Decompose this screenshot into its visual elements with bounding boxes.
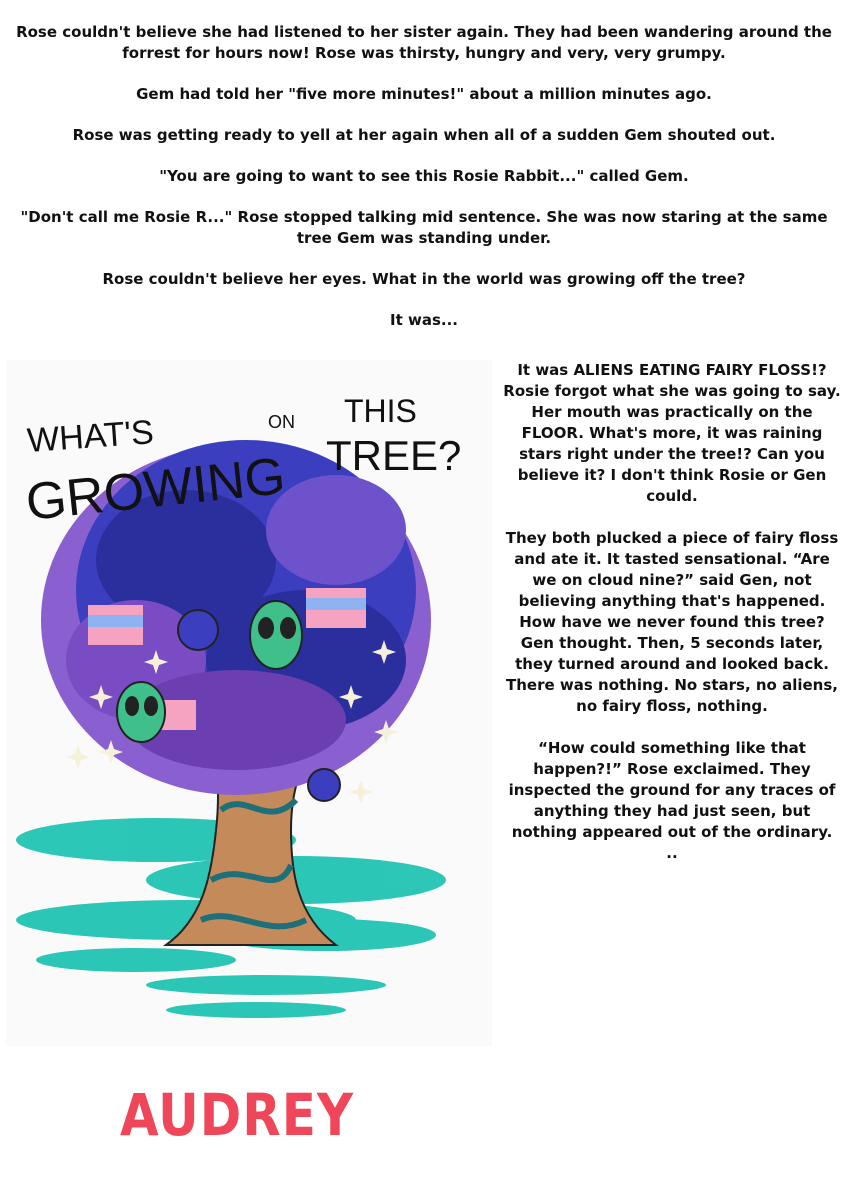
story-continuation xyxy=(503,360,841,885)
story-intro xyxy=(0,22,848,351)
story-paragraph: Rose couldn't believe her eyes. What in the world was growing off the tree? xyxy=(102,270,746,288)
title-on: ON xyxy=(268,412,295,432)
title-tree: TREE? xyxy=(326,432,462,479)
story-paragraph: It was ALIENS EATING FAIRY FLOSS!? Rosie forgot what she was going to say. Her mouth was practically on the FLOOR. What's more, it was raining stars right under the tree!? Can you believe it? I don't think Rosie or Gen could. xyxy=(503,361,841,505)
story-paragraph: .. xyxy=(666,844,678,862)
title-growing: GROWING xyxy=(23,447,288,532)
story-paragraph: "You are going to want to see this Rosie Rabbit..." called Gem. xyxy=(159,167,689,185)
story-paragraph: Gem had told her "five more minutes!" about a million minutes ago. xyxy=(136,85,712,103)
story-paragraph: "Don't call me Rosie R..." Rose stopped talking mid sentence. She was now staring at the same tree Gem was standing under. xyxy=(20,208,828,247)
story-paragraph: Rose was getting ready to yell at her again when all of a sudden Gem shouted out. xyxy=(72,126,776,144)
story-paragraph: They both plucked a piece of fairy floss and ate it. It tasted sensational. “Are we on cloud nine?” said Gen, not believing anything that's happened. How have we never found this tree? Gen thought. Then, 5 seconds later, they turned around and looked back. There was nothing. No stars, no aliens, no fairy floss, nothing. xyxy=(505,529,839,715)
title-whats: WHAT'S xyxy=(25,413,155,460)
author-name: AUDREY xyxy=(120,1082,355,1149)
tree-illustration xyxy=(6,360,492,1046)
story-paragraph: Rose couldn't believe she had listened to her sister again. They had been wandering around the forrest for hours now! Rose was thirsty, hungry and very, very grumpy. xyxy=(16,23,832,62)
story-paragraph: It was... xyxy=(390,311,458,329)
title-this: THIS xyxy=(344,393,417,429)
story-paragraph: “How could something like that happen?!” Rose exclaimed. They inspected the ground for any traces of anything they had just seen, but nothing appeared out of the ordinary. xyxy=(508,739,836,841)
